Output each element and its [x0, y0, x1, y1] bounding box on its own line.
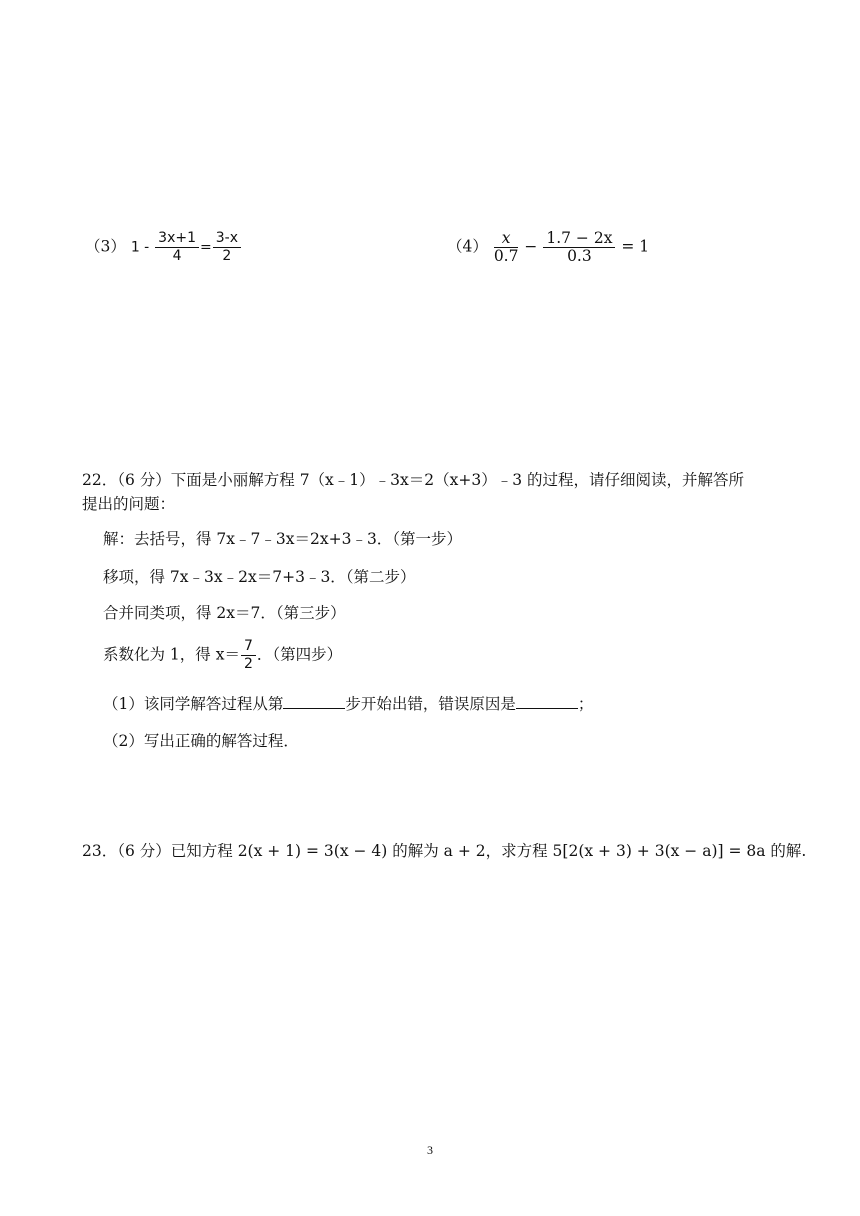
- q21-part4-fraction-1: [494, 230, 519, 265]
- q21-part4: [447, 230, 649, 265]
- q22-sub1-blank-reason[interactable]: [516, 694, 578, 709]
- q21-part3-fraction-1: [155, 230, 199, 265]
- q22-step-1: 解：去括号，得 7x﹣7﹣3x＝2x+3﹣3．（第一步）: [103, 530, 463, 548]
- q23-question: 23．（6 分）已知方程 2(x + 1) = 3(x − 4) 的解为 a + 2，求方程 5[2(x + 3) + 3(x − a)] = 8a 的解.: [82, 842, 807, 860]
- fraction-numerator: 7: [241, 638, 256, 656]
- q22-step-4-prefix: 系数化为 1，得 x＝: [103, 645, 240, 664]
- q21-part4-label: （4）: [447, 237, 488, 256]
- fraction-denominator: 2: [243, 656, 253, 672]
- q22-stem-line-1: 22．（6 分）下面是小丽解方程 7（x﹣1）﹣3x＝2（x+3）﹣3 的过程，请仔细阅读，并解答所: [82, 471, 744, 489]
- q21-part3-equals: =: [200, 239, 212, 256]
- q21-part3-label: （3）: [85, 237, 126, 256]
- fraction-denominator: 0.3: [567, 247, 592, 265]
- q22-sub1-text-c: ；: [577, 695, 594, 713]
- q22-subquestion-2: （2）写出正确的解答过程．: [103, 732, 299, 750]
- q22-step-4-fraction: [241, 638, 256, 673]
- q22-sub1-text-b: 步开始出错，错误原因是: [345, 695, 516, 713]
- q21-part3-fraction-2: [213, 230, 241, 265]
- q21-part4-rhs: = 1: [621, 237, 650, 256]
- q22-subquestion-1: [103, 693, 593, 715]
- q22-step-4: [103, 638, 342, 673]
- q22-sub1-blank-step[interactable]: [283, 694, 345, 709]
- q21-part4-fraction-2: [543, 230, 615, 265]
- q22-step-4-suffix: ．（第四步）: [256, 645, 343, 664]
- q22-step-3: 合并同类项，得 2x＝7．（第三步）: [103, 604, 346, 622]
- q22-sub1-text-a: （1）该同学解答过程从第: [103, 695, 284, 713]
- fraction-numerator: 1.7 − 2x: [543, 230, 615, 248]
- q22-step-2: 移项，得 7x﹣3x﹣2x＝7+3﹣3．（第二步）: [103, 568, 416, 586]
- fraction-numerator: x: [494, 230, 519, 248]
- q21-part3: [85, 230, 242, 265]
- q21-part4-minus: −: [524, 237, 538, 256]
- fraction-denominator: 2: [222, 248, 232, 264]
- fraction-numerator: 3x+1: [155, 230, 199, 248]
- page-number: 3: [427, 1143, 433, 1157]
- fraction-denominator: 0.7: [493, 247, 519, 265]
- fraction-denominator: 4: [172, 248, 182, 264]
- q21-part3-lhs: 1 -: [130, 239, 150, 256]
- q22-stem-line-2: 提出的问题：: [82, 495, 176, 513]
- fraction-numerator: 3-x: [213, 230, 241, 248]
